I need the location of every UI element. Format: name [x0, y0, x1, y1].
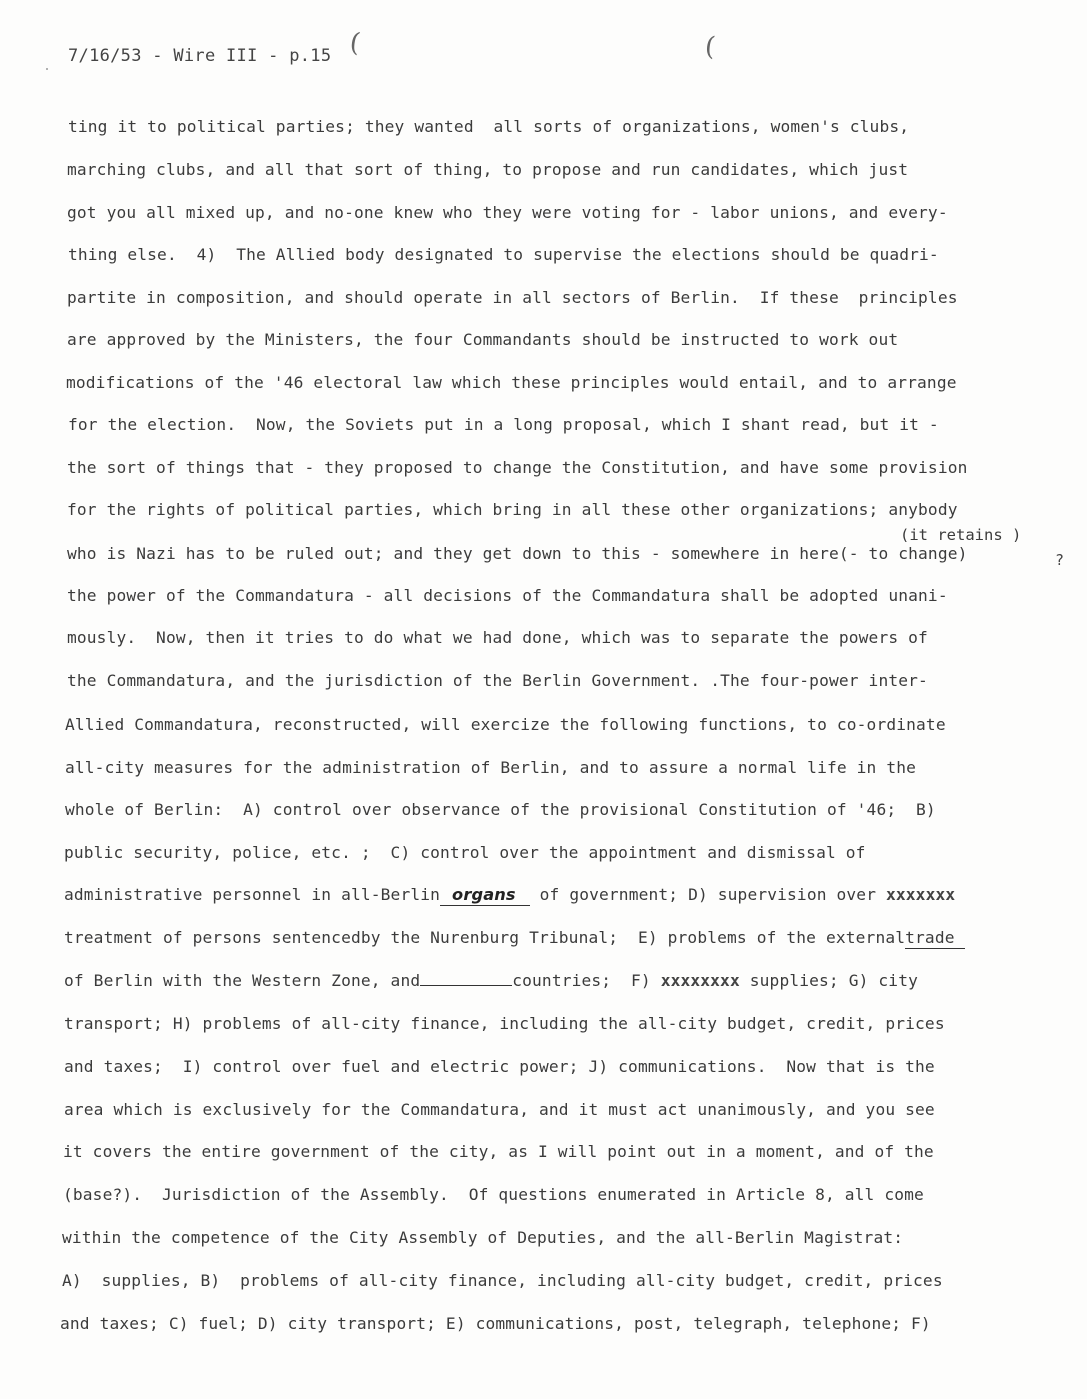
- page-header: 7/16/53 - Wire III - p.15: [68, 46, 332, 66]
- text-line: thing else. 4) The Allied body designated to supervise the elections should be quadri-: [68, 245, 939, 264]
- text-line: transport; H) problems of all-city finance, including the all-city budget, credit, prices: [64, 1014, 945, 1033]
- text-line: and taxes; I) control over fuel and electric power; J) communications. Now that is the: [64, 1057, 935, 1076]
- text-segment: treatment of persons sentencedby the Nurenburg Tribunal; E) problems of the external: [64, 928, 906, 947]
- text-segment: administrative personnel in all-Berlin: [64, 885, 441, 904]
- text-line: for the rights of political parties, which bring in all these other organizations; anybody: [67, 500, 958, 519]
- struck-text: xxxxxxxx: [660, 971, 740, 990]
- handwritten-insert: organs: [440, 885, 530, 906]
- text-line: partite in composition, and should operate in all sectors of Berlin. If these principles: [67, 288, 958, 307]
- blank-line: [420, 985, 512, 986]
- text-line: mously. Now, then it tries to do what we had done, which was to separate the powers of: [67, 628, 928, 647]
- text-line: it covers the entire government of the city, as I will point out in a moment, and of the: [63, 1142, 934, 1161]
- text-segment: of government; D) supervision over: [529, 885, 886, 904]
- text-line: [64, 885, 955, 906]
- struck-text: xxxxxxx: [885, 885, 956, 904]
- text-line: and taxes; C) fuel; D) city transport; E) communications, post, telegraph, telephone; F): [60, 1314, 931, 1333]
- interlinear-note: (it retains ): [900, 526, 1022, 544]
- text-line: public security, police, etc. ; C) control over the appointment and dismissal of: [64, 843, 866, 862]
- text-line: whole of Berlin: A) control over observance of the provisional Constitution of '46; B): [65, 800, 936, 819]
- text-line: who is Nazi has to be ruled out; and they get down to this - somewhere in here(- to change): [67, 544, 968, 563]
- text-line: area which is exclusively for the Commandatura, and it must act unanimously, and you see: [64, 1100, 935, 1119]
- text-line: marching clubs, and all that sort of thing, to propose and run candidates, which just: [67, 160, 909, 179]
- paper-speck: [46, 68, 48, 70]
- text-line: all-city measures for the administration of Berlin, and to assure a normal life in the: [65, 758, 917, 777]
- margin-mark-right: (: [703, 31, 717, 63]
- text-line: [64, 928, 965, 949]
- text-segment: supplies; G) city: [739, 971, 918, 990]
- text-line: got you all mixed up, and no-one knew who they were voting for - labor unions, and every-: [67, 203, 948, 222]
- text-line: modifications of the '46 electoral law which these principles would entail, and to arrange: [66, 373, 957, 392]
- text-segment: of Berlin with the Western Zone, and: [64, 971, 421, 990]
- text-segment: countries; F): [512, 971, 661, 990]
- text-line: the power of the Commandatura - all decisions of the Commandatura shall be adopted unani-: [67, 586, 948, 605]
- margin-question-mark: ?: [1055, 551, 1065, 569]
- text-line: for the election. Now, the Soviets put in a long proposal, which I shant read, but it -: [68, 415, 939, 434]
- text-line: [64, 971, 918, 991]
- underlined-word: trade: [905, 928, 964, 949]
- text-line: are approved by the Ministers, the four Commandants should be instructed to work out: [67, 330, 899, 349]
- text-line: within the competence of the City Assembly of Deputies, and the all-Berlin Magistrat:: [62, 1228, 904, 1247]
- text-line: (base?). Jurisdiction of the Assembly. Of questions enumerated in Article 8, all come: [63, 1185, 924, 1204]
- text-line: the sort of things that - they proposed to change the Constitution, and have some provision: [67, 458, 968, 477]
- text-line: Allied Commandatura, reconstructed, will exercize the following functions, to co-ordinate: [65, 715, 946, 734]
- text-line: the Commandatura, and the jurisdiction of the Berlin Government. .The four-power inter-: [67, 671, 928, 690]
- text-line: A) supplies, B) problems of all-city finance, including all-city budget, credit, prices: [62, 1271, 943, 1290]
- margin-mark-left: (: [347, 27, 363, 59]
- text-line: ting it to political parties; they wanted all sorts of organizations, women's clubs,: [68, 117, 910, 136]
